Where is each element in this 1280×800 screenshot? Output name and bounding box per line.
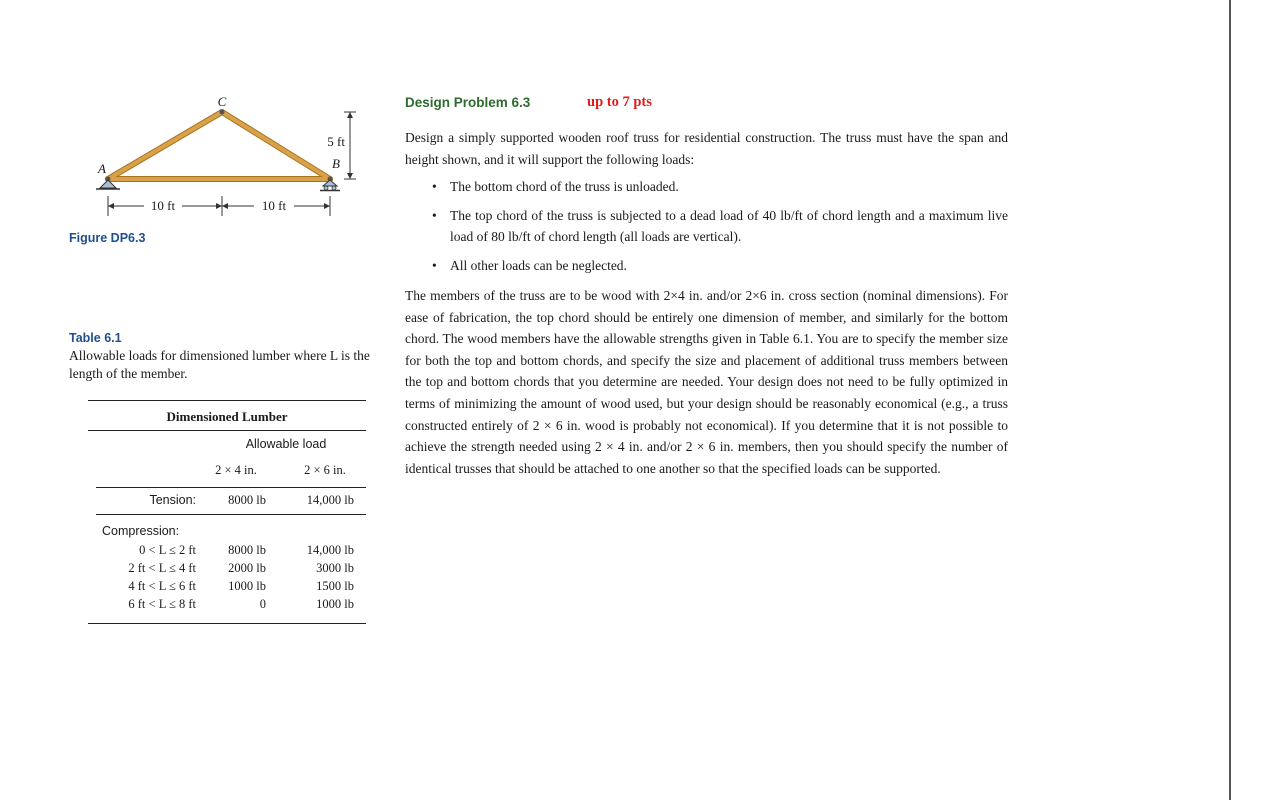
comp-range-1: 0 < L ≤ 2 ft	[139, 543, 196, 557]
table-title: Table 6.1	[69, 331, 122, 345]
problem-header	[405, 94, 652, 112]
span-left-label: 10 ft	[150, 198, 176, 213]
truss-members	[108, 112, 330, 179]
table-heading-rule	[88, 430, 366, 431]
node-label-c: C	[217, 94, 227, 109]
comp-range-2: 2 ft < L ≤ 4 ft	[128, 561, 196, 575]
viewer-side-panel	[1231, 0, 1280, 800]
col-header-2x6: 2 × 6 in.	[304, 463, 346, 477]
load-list	[405, 176, 1008, 283]
table-heading: Dimensioned Lumber	[166, 409, 288, 424]
table-top-rule	[88, 400, 366, 401]
compression-label: Compression:	[102, 524, 180, 538]
comp-2x4-3: 1000 lb	[228, 579, 266, 593]
col-header-2x4: 2 × 4 in.	[215, 463, 257, 477]
load-item: • The bottom chord of the truss is unloaded.	[405, 176, 1008, 198]
table-mid-rule	[96, 514, 366, 515]
comp-2x6-1: 14,000 lb	[306, 543, 354, 557]
comp-2x6-2: 3000 lb	[316, 561, 354, 575]
comp-2x6-3: 1500 lb	[316, 579, 354, 593]
node-label-b: B	[332, 156, 340, 171]
truss-figure	[60, 88, 380, 228]
points-label: up to 7 pts	[587, 94, 652, 110]
joint-c	[220, 110, 225, 115]
comp-range-4: 6 ft < L ≤ 8 ft	[128, 597, 196, 611]
problem-intro: Design a simply supported wooden roof truss for residential construction. The truss must have the span and height shown, and it will support the following loads:	[405, 130, 1008, 167]
table-subheading: Allowable load	[245, 437, 327, 451]
height-dim-label: 5 ft	[327, 134, 345, 149]
table-description: Allowable loads for dimensioned lumber where L is the length of the member.	[69, 348, 370, 381]
figure-caption: Figure DP6.3	[69, 231, 146, 245]
problem-body: The members of the truss are to be wood with 2×4 in. and/or 2×6 in. cross section (nominal dimensions). For ease of fabrication, the top chord should be entirely one dimension of member, and similarly for the bottom chord. The wood members have the allowable strengths given in Table 6.1. You are to specify the member size for both the top and bottom chords, and specify the size and placement of additional truss members between the top and bottom chords that you determine are needed. Your design does not need to be fully optimized in terms of minimizing the amount of wood used, but your design should be reasonably economical (e.g., a truss constructed entirely of 2 × 6 in. wood is probably not economical). If you determine that it is not possible to achieve the strength needed using 2 × 4 in. and/or 2 × 6 in. members, then you should specify the number of identical trusses that should be attached to one another so that the specified loads can be supported.	[405, 288, 1008, 476]
tension-2x4: 8000 lb	[228, 493, 266, 507]
problem-title: Design Problem 6.3	[405, 95, 531, 110]
table-header-rule	[96, 487, 366, 488]
comp-2x4-4: 0	[259, 597, 266, 611]
comp-range-3: 4 ft < L ≤ 6 ft	[128, 579, 196, 593]
comp-2x4-1: 8000 lb	[228, 543, 266, 557]
node-label-a: A	[98, 161, 106, 176]
load-item: • The top chord of the truss is subjected to a dead load of 40 lb/ft of chord length and a maximum live load of 80 lb/ft of chord length (all loads are vertical).	[405, 205, 1008, 248]
table-bottom-rule	[88, 623, 366, 624]
span-right-label: 10 ft	[261, 198, 287, 213]
comp-2x4-2: 2000 lb	[228, 561, 266, 575]
span-dimension	[108, 196, 330, 216]
height-dimension	[344, 112, 356, 179]
tension-2x6: 14,000 lb	[306, 493, 354, 507]
tension-label: Tension:	[149, 493, 196, 507]
comp-2x6-4: 1000 lb	[316, 597, 354, 611]
load-item: • All other loads can be neglected.	[405, 255, 1008, 277]
